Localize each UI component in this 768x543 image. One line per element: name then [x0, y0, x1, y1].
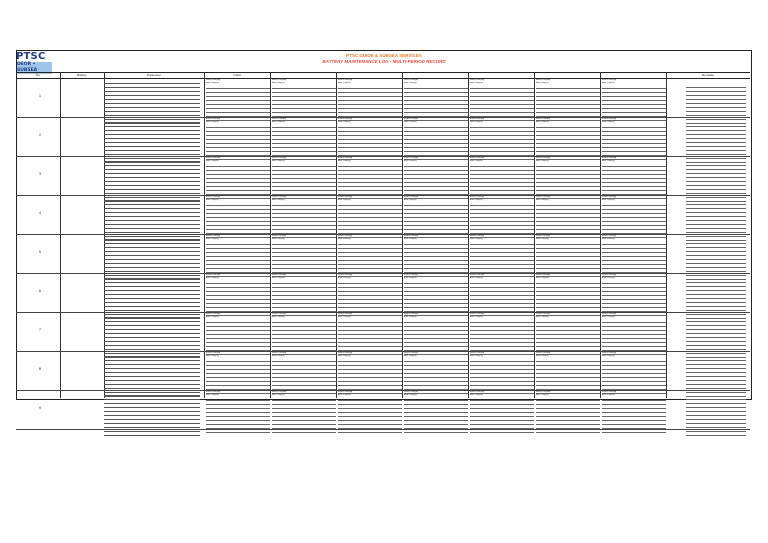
after-charging-label: After charging	[206, 277, 219, 279]
period-readings	[206, 391, 270, 433]
before-charging-label: Before charging	[404, 391, 419, 393]
before-charging-label: Before charging	[536, 352, 551, 354]
before-charging-label: Before charging	[536, 391, 551, 393]
col-initial: Initial	[233, 73, 241, 77]
report-subtitle: BATTERY MAINTENANCE LOG - MULTI-PERIOD RECORD	[322, 59, 446, 64]
after-charging-label: After charging	[602, 277, 615, 279]
period-readings	[338, 79, 402, 121]
after-charging-label: After charging	[536, 121, 549, 123]
before-charging-label: Before charging	[404, 79, 419, 81]
period-readings	[470, 274, 534, 316]
after-charging-label: After charging	[470, 316, 483, 318]
after-charging-label: After charging	[602, 121, 615, 123]
period-readings	[206, 274, 270, 316]
period-readings	[404, 352, 468, 394]
period-readings	[536, 235, 600, 277]
before-charging-label: Before charging	[536, 118, 551, 120]
before-charging-label: Before charging	[536, 313, 551, 315]
period-readings	[602, 313, 666, 355]
period-readings	[470, 235, 534, 277]
before-charging-label: Before charging	[470, 313, 485, 315]
period-readings	[602, 157, 666, 199]
after-charging-label: After charging	[206, 355, 219, 357]
after-charging-label: After charging	[536, 316, 549, 318]
period-readings	[404, 313, 468, 355]
before-charging-label: Before charging	[272, 157, 287, 159]
period-readings	[338, 352, 402, 394]
period-readings	[536, 313, 600, 355]
before-charging-label: Before charging	[206, 274, 221, 276]
reading-cell[interactable]	[338, 429, 402, 433]
period-readings	[470, 157, 534, 199]
period-readings	[470, 118, 534, 160]
before-charging-label: Before charging	[206, 196, 221, 198]
after-charging-label: After charging	[338, 238, 351, 240]
before-charging-label: Before charging	[404, 118, 419, 120]
before-charging-label: Before charging	[536, 235, 551, 237]
reading-cell[interactable]	[470, 429, 534, 433]
before-charging-label: Before charging	[338, 391, 353, 393]
before-charging-label: Before charging	[338, 313, 353, 315]
period-readings	[206, 313, 270, 355]
after-charging-label: After charging	[602, 199, 615, 201]
after-charging-label: After charging	[602, 82, 615, 84]
period-readings	[536, 352, 600, 394]
after-charging-label: After charging	[206, 238, 219, 240]
before-charging-label: Before charging	[602, 274, 617, 276]
before-charging-label: Before charging	[206, 313, 221, 315]
period-readings	[404, 196, 468, 238]
after-charging-label: After charging	[404, 82, 417, 84]
period-readings	[272, 391, 336, 433]
after-charging-label: After charging	[470, 121, 483, 123]
before-charging-label: Before charging	[404, 313, 419, 315]
before-charging-label: Before charging	[404, 352, 419, 354]
after-charging-label: After charging	[338, 160, 351, 162]
period-readings	[272, 235, 336, 277]
period-readings	[404, 157, 468, 199]
after-charging-label: After charging	[404, 316, 417, 318]
before-charging-label: Before charging	[338, 274, 353, 276]
period-readings	[404, 235, 468, 277]
after-charging-label: After charging	[602, 316, 615, 318]
col-remarks: Remarks	[701, 73, 714, 77]
before-charging-label: Before charging	[536, 157, 551, 159]
after-charging-label: After charging	[206, 82, 219, 84]
record-number: 9	[39, 406, 41, 410]
period-readings	[404, 118, 468, 160]
after-charging-label: After charging	[272, 82, 285, 84]
before-charging-label: Before charging	[602, 352, 617, 354]
after-charging-label: After charging	[470, 394, 483, 396]
period-readings	[536, 157, 600, 199]
before-charging-label: Before charging	[338, 157, 353, 159]
record-number: 7	[39, 328, 41, 332]
before-charging-label: Before charging	[470, 157, 485, 159]
after-charging-label: After charging	[404, 277, 417, 279]
after-charging-label: After charging	[536, 82, 549, 84]
before-charging-label: Before charging	[470, 118, 485, 120]
before-charging-label: Before charging	[536, 79, 551, 81]
after-charging-label: After charging	[206, 199, 219, 201]
after-charging-label: After charging	[272, 238, 285, 240]
period-readings	[338, 235, 402, 277]
before-charging-label: Before charging	[338, 118, 353, 120]
before-charging-label: Before charging	[206, 391, 221, 393]
period-readings	[404, 391, 468, 433]
period-readings	[338, 274, 402, 316]
after-charging-label: After charging	[338, 199, 351, 201]
period-readings	[206, 79, 270, 121]
period-readings	[536, 196, 600, 238]
period-readings	[338, 118, 402, 160]
before-charging-label: Before charging	[602, 391, 617, 393]
period-readings	[536, 79, 600, 121]
after-charging-label: After charging	[338, 277, 351, 279]
period-readings	[272, 196, 336, 238]
after-charging-label: After charging	[536, 238, 549, 240]
before-charging-label: Before charging	[470, 79, 485, 81]
after-charging-label: After charging	[206, 394, 219, 396]
after-charging-label: After charging	[272, 316, 285, 318]
col-no: No	[36, 73, 40, 77]
after-charging-label: After charging	[272, 277, 285, 279]
record-number: 6	[39, 289, 41, 293]
period-readings	[602, 79, 666, 121]
after-charging-label: After charging	[470, 199, 483, 201]
after-charging-label: After charging	[536, 160, 549, 162]
period-readings	[470, 79, 534, 121]
before-charging-label: Before charging	[272, 352, 287, 354]
period-readings	[536, 391, 600, 433]
after-charging-label: After charging	[338, 394, 351, 396]
before-charging-label: Before charging	[272, 391, 287, 393]
before-charging-label: Before charging	[272, 118, 287, 120]
remarks-cell[interactable]	[686, 396, 746, 436]
before-charging-label: Before charging	[602, 118, 617, 120]
period-readings	[272, 79, 336, 121]
after-charging-label: After charging	[602, 355, 615, 357]
remarks-line	[686, 432, 746, 436]
before-charging-label: Before charging	[272, 196, 287, 198]
after-charging-label: After charging	[338, 316, 351, 318]
before-charging-label: Before charging	[272, 235, 287, 237]
after-charging-label: After charging	[272, 394, 285, 396]
period-readings	[602, 235, 666, 277]
after-charging-label: After charging	[536, 277, 549, 279]
period-readings	[470, 391, 534, 433]
after-charging-label: After charging	[602, 394, 615, 396]
period-readings	[602, 274, 666, 316]
before-charging-label: Before charging	[404, 196, 419, 198]
period-readings	[602, 118, 666, 160]
before-charging-label: Before charging	[470, 391, 485, 393]
period-readings	[338, 157, 402, 199]
col-battery: Battery	[77, 73, 87, 77]
before-charging-label: Before charging	[470, 196, 485, 198]
period-readings	[206, 118, 270, 160]
period-readings	[536, 274, 600, 316]
before-charging-label: Before charging	[272, 313, 287, 315]
after-charging-label: After charging	[338, 121, 351, 123]
reading-cell[interactable]	[602, 429, 666, 433]
after-charging-label: After charging	[206, 316, 219, 318]
before-charging-label: Before charging	[338, 352, 353, 354]
after-charging-label: After charging	[272, 121, 285, 123]
before-charging-label: Before charging	[206, 352, 221, 354]
after-charging-label: After charging	[338, 82, 351, 84]
before-charging-label: Before charging	[206, 157, 221, 159]
after-charging-label: After charging	[602, 238, 615, 240]
period-readings	[470, 352, 534, 394]
period-readings	[272, 274, 336, 316]
after-charging-label: After charging	[602, 160, 615, 162]
record-number: 3	[39, 172, 41, 176]
before-charging-label: Before charging	[602, 235, 617, 237]
reading-cell[interactable]	[206, 429, 270, 433]
after-charging-label: After charging	[272, 199, 285, 201]
parameter-list	[104, 392, 200, 436]
period-readings	[338, 196, 402, 238]
after-charging-label: After charging	[206, 160, 219, 162]
period-readings	[602, 352, 666, 394]
period-readings	[404, 79, 468, 121]
period-readings	[404, 274, 468, 316]
before-charging-label: Before charging	[602, 313, 617, 315]
record-number: 8	[39, 367, 41, 371]
after-charging-label: After charging	[470, 238, 483, 240]
logo-wordmark: PTSC	[16, 51, 46, 62]
before-charging-label: Before charging	[404, 157, 419, 159]
period-readings	[272, 118, 336, 160]
reading-cell[interactable]	[536, 429, 600, 433]
period-readings	[602, 391, 666, 433]
after-charging-label: After charging	[272, 355, 285, 357]
period-readings	[536, 118, 600, 160]
period-readings	[206, 196, 270, 238]
period-readings	[206, 157, 270, 199]
after-charging-label: After charging	[404, 121, 417, 123]
after-charging-label: After charging	[404, 238, 417, 240]
before-charging-label: Before charging	[272, 79, 287, 81]
before-charging-label: Before charging	[206, 79, 221, 81]
before-charging-label: Before charging	[338, 196, 353, 198]
after-charging-label: After charging	[338, 355, 351, 357]
after-charging-label: After charging	[206, 121, 219, 123]
after-charging-label: After charging	[404, 394, 417, 396]
before-charging-label: Before charging	[470, 235, 485, 237]
period-readings	[338, 313, 402, 355]
before-charging-label: Before charging	[338, 79, 353, 81]
period-readings	[272, 313, 336, 355]
col-parameter: Parameter	[146, 73, 161, 77]
before-charging-label: Before charging	[206, 118, 221, 120]
after-charging-label: After charging	[404, 160, 417, 162]
reading-cell[interactable]	[404, 429, 468, 433]
record-number: 4	[39, 211, 41, 215]
reading-cell[interactable]	[272, 429, 336, 433]
parameter-row	[104, 432, 200, 436]
after-charging-label: After charging	[536, 199, 549, 201]
record-number: 2	[39, 133, 41, 137]
before-charging-label: Before charging	[602, 79, 617, 81]
period-readings	[206, 352, 270, 394]
period-readings	[272, 157, 336, 199]
after-charging-label: After charging	[470, 82, 483, 84]
period-readings	[470, 196, 534, 238]
period-readings	[602, 196, 666, 238]
before-charging-label: Before charging	[272, 274, 287, 276]
before-charging-label: Before charging	[470, 352, 485, 354]
after-charging-label: After charging	[272, 160, 285, 162]
record-number: 1	[39, 94, 41, 98]
logo-tagline: DEOR • SUBSEA	[16, 62, 52, 74]
period-readings	[206, 235, 270, 277]
before-charging-label: Before charging	[338, 235, 353, 237]
before-charging-label: Before charging	[404, 274, 419, 276]
before-charging-label: Before charging	[470, 274, 485, 276]
before-charging-label: Before charging	[536, 196, 551, 198]
after-charging-label: After charging	[536, 355, 549, 357]
after-charging-label: After charging	[470, 160, 483, 162]
before-charging-label: Before charging	[206, 235, 221, 237]
after-charging-label: After charging	[470, 277, 483, 279]
before-charging-label: Before charging	[536, 274, 551, 276]
record-number: 5	[39, 250, 41, 254]
before-charging-label: Before charging	[602, 157, 617, 159]
period-readings	[272, 352, 336, 394]
after-charging-label: After charging	[404, 355, 417, 357]
before-charging-label: Before charging	[602, 196, 617, 198]
period-readings	[470, 313, 534, 355]
after-charging-label: After charging	[470, 355, 483, 357]
before-charging-label: Before charging	[404, 235, 419, 237]
after-charging-label: After charging	[536, 394, 549, 396]
period-readings	[338, 391, 402, 433]
report-title: PTSC GUIDE & SUBSEA SERVICES	[346, 53, 422, 58]
after-charging-label: After charging	[404, 199, 417, 201]
